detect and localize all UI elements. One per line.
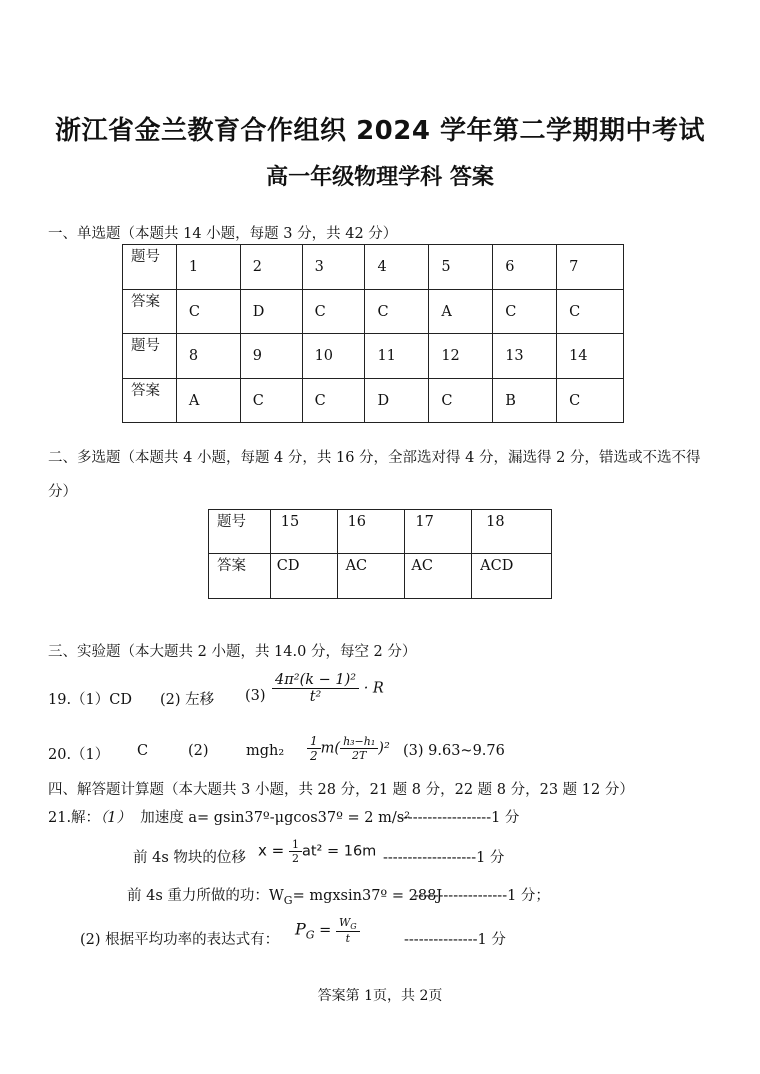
answer-cell: B bbox=[493, 379, 557, 423]
answer-cell: C bbox=[302, 290, 365, 334]
answer-cell: C bbox=[302, 379, 365, 423]
q21-line4-text: (2) 根据平均功率的表达式有： bbox=[80, 932, 280, 948]
single-choice-table bbox=[122, 244, 624, 423]
q21-line4-formula bbox=[295, 916, 360, 945]
answer-cell: C bbox=[176, 290, 240, 334]
answer-cell: C bbox=[240, 379, 302, 423]
q20-part1-answer: C bbox=[137, 743, 149, 759]
answer-cell: C bbox=[557, 290, 624, 334]
q21-power-sub: G bbox=[305, 928, 315, 942]
answer-label: 答案 bbox=[209, 554, 271, 599]
q19-part2: (2) 左移 bbox=[160, 692, 215, 708]
question-number: 16 bbox=[337, 510, 405, 554]
q19-formula-numerator: 4π²(k − 1)² bbox=[272, 672, 359, 689]
q19-part3-label: (3) bbox=[245, 688, 266, 704]
q21-work-sub: G bbox=[283, 893, 293, 907]
q21-part-label: （1） bbox=[100, 810, 132, 826]
question-number: 14 bbox=[557, 334, 624, 379]
q19-part1: 19.（1）CD bbox=[48, 692, 133, 708]
question-number: 9 bbox=[240, 334, 302, 379]
question-number: 11 bbox=[365, 334, 429, 379]
answer-cell: CD bbox=[270, 554, 337, 599]
table-row bbox=[123, 245, 624, 290]
answer-label: 答案 bbox=[123, 290, 177, 334]
q21-line3 bbox=[127, 884, 442, 907]
table-row bbox=[123, 379, 624, 423]
question-number: 4 bbox=[365, 245, 429, 290]
q21-line3-score: -------------------1 分； bbox=[414, 888, 550, 904]
answer-cell: C bbox=[493, 290, 557, 334]
page-subtitle: 高一年级物理学科 答案 bbox=[266, 165, 494, 190]
page-title: 浙江省金兰教育合作组织 2024 学年第二学期期中考试 bbox=[55, 116, 705, 146]
q21-work-rest: = mgxsin37º = 288J bbox=[292, 888, 443, 904]
table-row bbox=[123, 290, 624, 334]
q21-line1 bbox=[48, 806, 410, 827]
q21-x: x = bbox=[258, 841, 289, 860]
q21-power-P: P bbox=[295, 919, 306, 939]
question-number: 5 bbox=[429, 245, 493, 290]
answer-cell: C bbox=[429, 379, 493, 423]
question-number: 17 bbox=[405, 510, 472, 554]
q19-formula-denominator: t² bbox=[309, 689, 322, 705]
q20-part2-answer: mgh₂ bbox=[246, 743, 285, 759]
q21-at: at² = 16m bbox=[301, 843, 377, 860]
answer-cell: A bbox=[176, 379, 240, 423]
q20-part2-label: (2) bbox=[188, 743, 209, 759]
question-number: 18 bbox=[472, 510, 552, 554]
answer-cell: D bbox=[240, 290, 302, 334]
section4-heading: 四、解答题计算题（本大题共 3 小题，共 28 分，21 题 8 分，22 题 8 分，23 题 12 分） bbox=[48, 782, 634, 798]
answer-cell: A bbox=[429, 290, 493, 334]
answer-cell: C bbox=[557, 379, 624, 423]
question-number: 7 bbox=[557, 245, 624, 290]
section2-heading-cont: 分） bbox=[48, 484, 77, 500]
q20-half-denominator: 2 bbox=[310, 749, 318, 763]
q21-power-num-sub: G bbox=[350, 922, 357, 932]
q21-power-den: t bbox=[345, 932, 350, 946]
q21-acceleration: 加速度 a= gsin37º-μgcos37º = 2 m/s² bbox=[140, 810, 411, 826]
q20-part1-label: 20.（1） bbox=[48, 747, 110, 763]
question-number: 12 bbox=[429, 334, 493, 379]
question-number: 13 bbox=[493, 334, 557, 379]
table-row bbox=[209, 510, 552, 554]
q21-line2-formula bbox=[258, 838, 376, 865]
q20-inner-numerator: h₃−h₁ bbox=[340, 735, 378, 749]
question-label: 题号 bbox=[123, 245, 177, 290]
question-number: 8 bbox=[176, 334, 240, 379]
q19-formula bbox=[272, 672, 384, 705]
table-row bbox=[209, 554, 552, 599]
q20-formula bbox=[307, 734, 390, 763]
multi-choice-table bbox=[208, 509, 552, 599]
q21-line2-score: -------------------1 分 bbox=[383, 850, 505, 866]
q20-half-numerator: 1 bbox=[307, 734, 321, 749]
answer-cell: C bbox=[365, 290, 429, 334]
q20-inner-denominator: 2T bbox=[352, 749, 367, 762]
page-footer: 答案第 1页，共 2页 bbox=[317, 988, 443, 1004]
question-number: 2 bbox=[240, 245, 302, 290]
answer-label: 答案 bbox=[123, 379, 177, 423]
section1-heading: 一、单选题（本题共 14 小题，每题 3 分，共 42 分） bbox=[48, 226, 398, 242]
q21-power-eq: = bbox=[314, 922, 336, 939]
q21-half-numerator: 1 bbox=[289, 838, 302, 852]
question-number: 3 bbox=[302, 245, 365, 290]
question-label: 题号 bbox=[123, 334, 177, 379]
question-number: 1 bbox=[176, 245, 240, 290]
q21-half-denominator: 2 bbox=[291, 852, 299, 865]
q21-label: 21.解： bbox=[48, 810, 101, 826]
q20-m-expr: m( bbox=[320, 740, 341, 757]
q21-line4-score: ---------------1 分 bbox=[404, 932, 506, 948]
q19-formula-tail: · R bbox=[363, 680, 384, 697]
answer-cell: AC bbox=[337, 554, 405, 599]
section2-heading: 二、多选题（本题共 4 小题，每题 4 分，共 16 分，全部选对得 4 分，漏选得 2 分，错选或不选不得 bbox=[48, 450, 701, 466]
answer-cell: AC bbox=[405, 554, 472, 599]
question-number: 10 bbox=[302, 334, 365, 379]
table-row bbox=[123, 334, 624, 379]
q21-line2-text: 前 4s 物块的位移 bbox=[133, 850, 246, 866]
q20-close: )² bbox=[378, 740, 390, 757]
q20-part3: (3) 9.63~9.76 bbox=[403, 743, 505, 759]
q21-power-num: W bbox=[338, 916, 351, 929]
section3-heading: 三、实验题（本大题共 2 小题，共 14.0 分，每空 2 分） bbox=[48, 644, 417, 660]
answer-cell: ACD bbox=[472, 554, 552, 599]
answer-cell: D bbox=[365, 379, 429, 423]
question-label: 题号 bbox=[209, 510, 271, 554]
q21-work-text: 前 4s 重力所做的功：W bbox=[127, 888, 284, 904]
question-number: 6 bbox=[493, 245, 557, 290]
q21-line1-score: -------------------1 分 bbox=[398, 810, 520, 826]
question-number: 15 bbox=[270, 510, 337, 554]
